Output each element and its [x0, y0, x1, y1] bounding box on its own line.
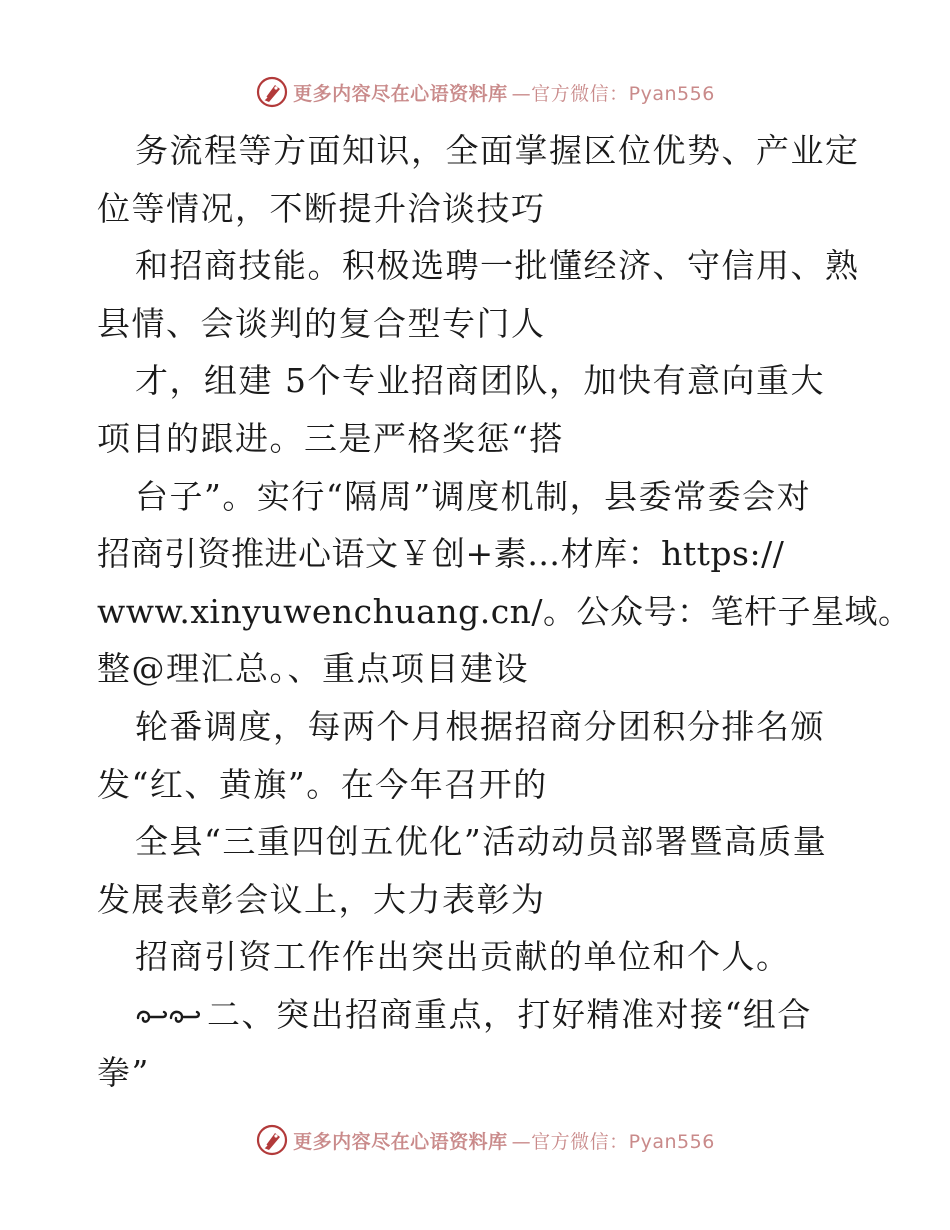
- header-banner: [0, 72, 950, 112]
- text-line: 务流程等方面知识，全面掌握区位优势、产业定: [135, 131, 860, 170]
- section-heading-text: 二、突出招商重点，打好精准对接“组合: [207, 994, 812, 1034]
- text-line: 项目的跟进。三是严格奖惩“搭: [97, 418, 564, 458]
- text-line: 招商引资工作作出突出贡献的单位和个人。: [135, 937, 791, 977]
- text-line: 台子”。实行“隔周”调度机制，县委常委会对: [135, 476, 812, 516]
- header-banner-title: 更多内容尽在心语资料库: [293, 82, 508, 105]
- text-line: 发“红、黄旗”。在今年召开的: [97, 764, 548, 804]
- text-line: 位等情况，不断提升洽谈技巧: [97, 188, 546, 228]
- header-banner-wechat: —官方微信：Pyan556: [511, 82, 715, 105]
- text-line: 整@理汇总。、重点项目建设: [97, 649, 529, 689]
- footer-banner-inner: [255, 1123, 715, 1157]
- pen-nib-logo-icon: [255, 1123, 289, 1157]
- text-line: 才，组建 5个专业招商团队，加快有意向重大: [135, 361, 825, 401]
- pen-nib-logo-icon: [255, 75, 289, 109]
- ornamental-flourish-icon: [135, 1004, 205, 1030]
- text-line: 和招商技能。积极选聘一批懂经济、守信用、熟: [135, 246, 860, 286]
- footer-banner: [0, 1120, 950, 1160]
- text-line: 全县“三重四创五优化”活动动员部署暨高质量: [135, 822, 828, 862]
- header-banner-inner: [255, 75, 715, 109]
- section-heading-line: [97, 986, 867, 1044]
- text-line: 县情、会谈判的复合型专门人: [97, 303, 546, 343]
- text-line: 拳”: [97, 1052, 150, 1092]
- text-line: 轮番调度，每两个月根据招商分团积分排名颁: [135, 706, 825, 746]
- footer-banner-wechat: —官方微信：Pyan556: [511, 1130, 715, 1153]
- document-body: [97, 122, 912, 1101]
- text-line: 发展表彰会议上，大力表彰为: [97, 879, 546, 919]
- text-line: 招商引资推进心语文￥创+素…材库：https://: [97, 534, 785, 574]
- footer-banner-title: 更多内容尽在心语资料库: [293, 1130, 508, 1153]
- text-line: www.xinyuwenchuang.cn/。公众号：笔杆子星域。: [97, 591, 912, 631]
